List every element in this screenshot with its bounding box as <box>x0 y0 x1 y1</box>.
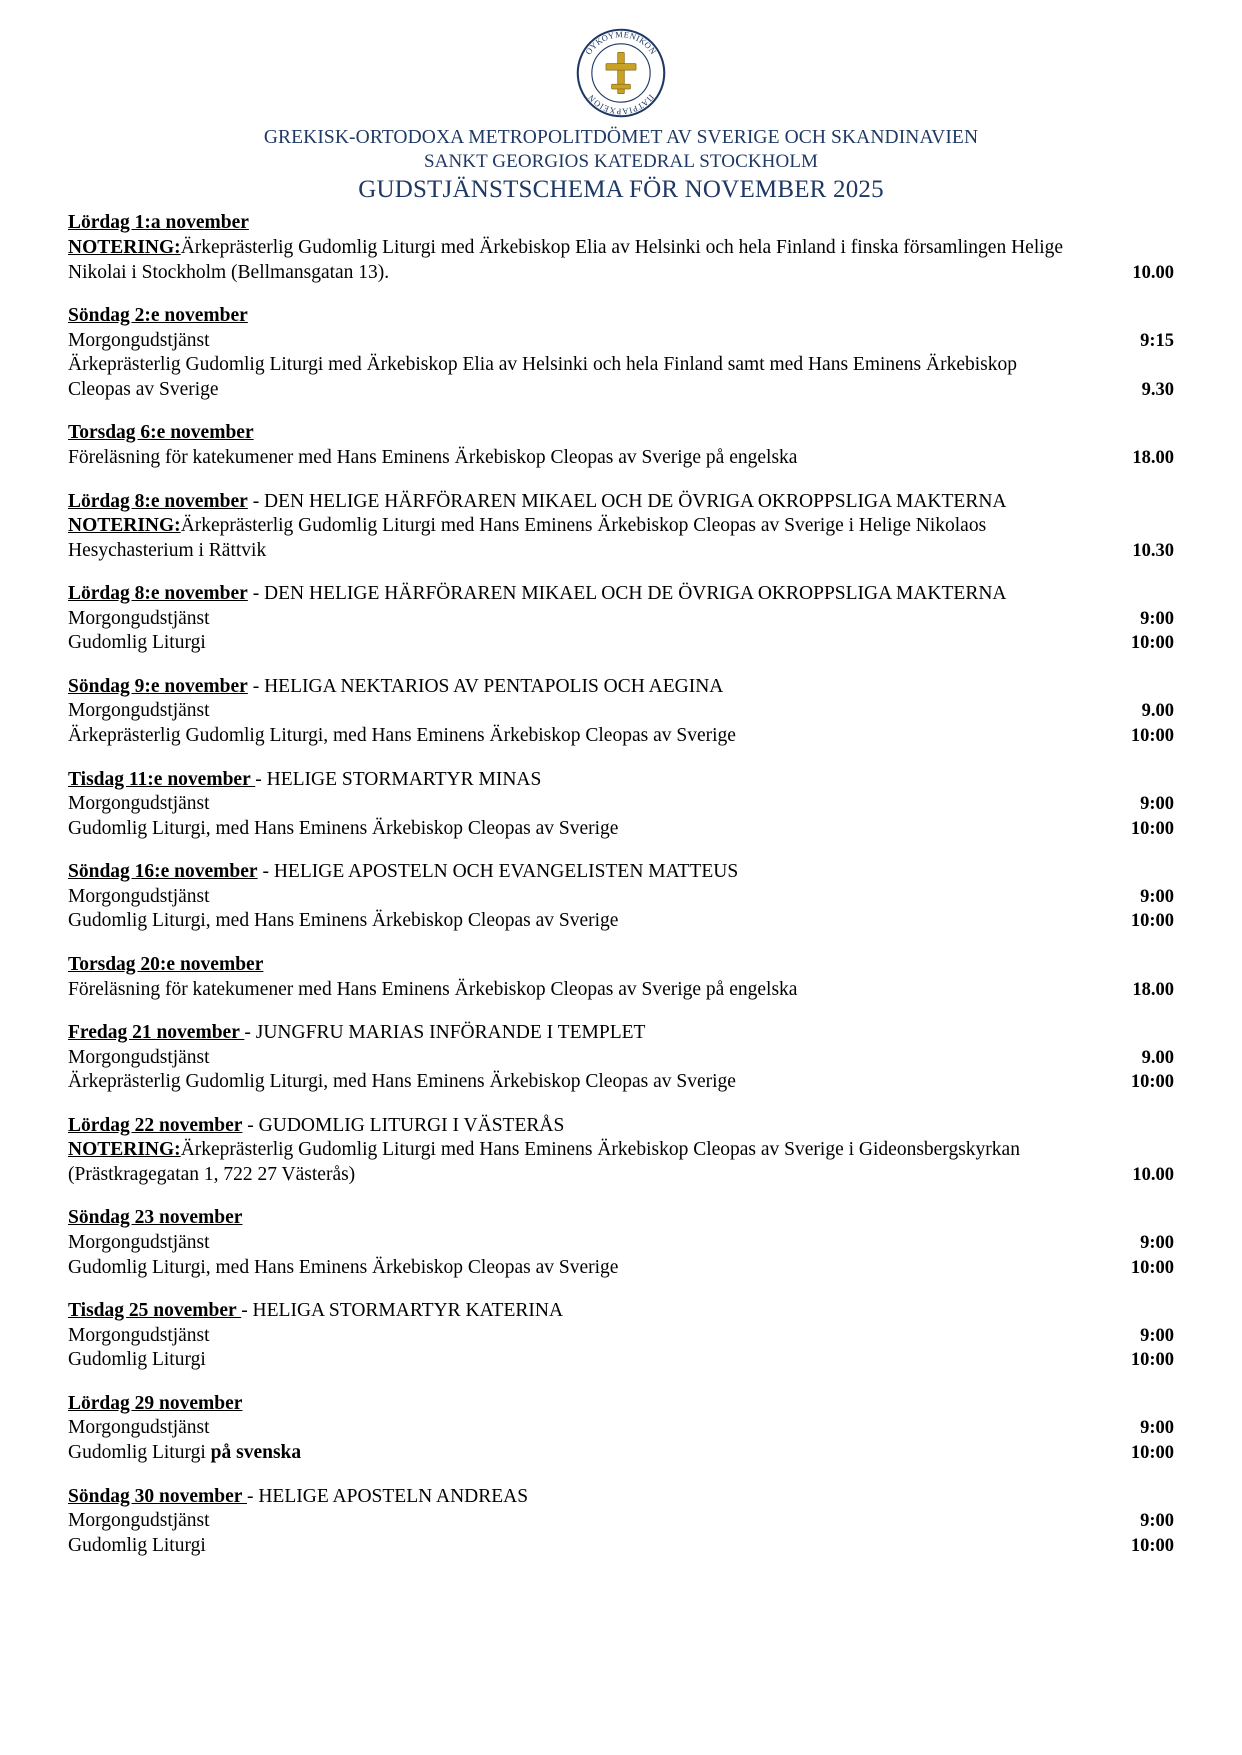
schedule-time: 9:00 <box>1140 1511 1174 1532</box>
schedule-date: Lördag 29 november <box>68 1392 243 1414</box>
schedule-time-spacer <box>1082 768 1174 769</box>
schedule-time: 10.00 <box>1132 262 1174 283</box>
schedule-time: 10:00 <box>1130 1442 1174 1463</box>
schedule-entry <box>68 1534 1174 1559</box>
schedule-entry <box>68 1509 1174 1534</box>
schedule-time: 10:00 <box>1130 818 1174 839</box>
schedule-block <box>68 953 1174 1002</box>
schedule-entry-text <box>68 1441 1082 1466</box>
schedule-entry-description: Morgongudstjänst <box>68 1417 210 1439</box>
schedule-time: 10:00 <box>1130 1535 1174 1556</box>
schedule-time: 9:00 <box>1140 1233 1174 1254</box>
schedule-time: 10:00 <box>1130 1257 1174 1278</box>
schedule-entry <box>68 1256 1174 1281</box>
schedule-date-row <box>68 1485 1174 1510</box>
schedule-entry-text <box>68 1231 1082 1256</box>
schedule-entry-description: Gudomlig Liturgi, med Hans Eminens Ärkebiskop Cleopas av Sverige <box>68 910 619 932</box>
schedule-date-row <box>68 675 1174 700</box>
schedule-entry-description: Morgongudstjänst <box>68 1510 210 1532</box>
schedule-entry <box>68 792 1174 817</box>
schedule-entry-description: Ärkeprästerlig Gudomlig Liturgi, med Hans Eminens Ärkebiskop Cleopas av Sverige <box>68 1071 736 1093</box>
schedule-time-spacer <box>1082 1485 1174 1486</box>
schedule-entry <box>68 353 1174 402</box>
schedule-time: 9:00 <box>1140 1418 1174 1439</box>
schedule-date-text <box>68 768 1082 793</box>
schedule-date: Söndag 16:e november <box>68 861 258 883</box>
cathedral-title: SANKT GEORGIOS KATEDRAL STOCKHOLM <box>423 150 819 172</box>
schedule-entry-text <box>68 817 1082 842</box>
schedule-date-row <box>68 1206 1174 1231</box>
schedule-entry-text <box>68 329 1082 354</box>
schedule-entry-description: Morgongudstjänst <box>68 607 210 629</box>
schedule-date-text <box>68 211 1082 236</box>
svg-text:ΠΑΤΡΙΑΡΧΕΙΟΝ: ΠΑΤΡΙΑΡΧΕΙΟΝ <box>585 92 657 117</box>
noting-label: NOTERING: <box>68 1139 181 1161</box>
schedule-entry-text <box>68 236 1082 285</box>
noting-label: NOTERING: <box>68 515 181 537</box>
schedule-entry-description: Föreläsning för katekumener med Hans Eminens Ärkebiskop Cleopas av Sverige på engelska <box>68 978 798 1000</box>
schedule-entry-description: Ärkeprästerlig Gudomlig Liturgi med Ärkebiskop Elia av Helsinki och hela Finland i finska församlingen Helige Nikolai i Stockholm (Bellmansgatan 13). <box>68 237 1064 283</box>
schedule-entry-text <box>68 978 1082 1003</box>
schedule-date-row <box>68 953 1174 978</box>
schedule-entry-description: Gudomlig Liturgi <box>68 1534 206 1556</box>
schedule-feast: - GUDOMLIG LITURGI I VÄSTERÅS <box>242 1114 565 1136</box>
schedule-block <box>68 490 1174 564</box>
schedule-entry <box>68 1138 1174 1187</box>
schedule-block <box>68 211 1174 285</box>
schedule-date-row <box>68 1392 1174 1417</box>
schedule-entry <box>68 1046 1174 1071</box>
schedule-entry-description: Ärkeprästerlig Gudomlig Liturgi, med Hans Eminens Ärkebiskop Cleopas av Sverige <box>68 725 736 747</box>
schedule-time-spacer <box>1082 675 1174 676</box>
schedule-time: 9.30 <box>1141 380 1174 401</box>
schedule-time: 9:00 <box>1140 608 1174 629</box>
schedule-entry-text <box>68 1416 1082 1441</box>
schedule-entry-description: Morgongudstjänst <box>68 329 210 351</box>
schedule-date: Tisdag 25 november <box>68 1300 242 1322</box>
schedule-entry-description: Gudomlig Liturgi <box>68 632 206 654</box>
schedule-date-row <box>68 211 1174 236</box>
schedule-time-spacer <box>1082 953 1174 954</box>
schedule-entry <box>68 1070 1174 1095</box>
schedule-date: Torsdag 20:e november <box>68 953 264 975</box>
schedule-entry <box>68 329 1174 354</box>
schedule-time: 10:00 <box>1130 1350 1174 1371</box>
schedule-entry <box>68 1231 1174 1256</box>
schedule-time-spacer <box>1082 1021 1174 1022</box>
schedule-entry-text <box>68 885 1082 910</box>
schedule-time: 10:00 <box>1130 1072 1174 1093</box>
schedule-time-spacer <box>1082 1392 1174 1393</box>
schedule-entry-description: Ärkeprästerlig Gudomlig Liturgi med Ärkebiskop Elia av Helsinki och hela Finland samt med Hans Eminens Ärkebiskop Cleopas av Sverige <box>68 354 1018 400</box>
schedule-entry <box>68 631 1174 656</box>
schedule-entry-description: Gudomlig Liturgi <box>68 1349 206 1371</box>
schedule-entry <box>68 514 1174 563</box>
schedule-date: Lördag 1:a november <box>68 212 249 234</box>
schedule-time: 9.00 <box>1141 701 1174 722</box>
schedule-feast: - DEN HELIGE HÄRFÖRAREN MIKAEL OCH DE ÖVRIGA OKROPPSLIGA MAKTERNA <box>247 583 1007 605</box>
schedule-block <box>68 1021 1174 1095</box>
schedule-feast: - HELIGE STORMARTYR MINAS <box>255 768 542 790</box>
schedule-entry <box>68 909 1174 934</box>
schedule-block <box>68 1206 1174 1280</box>
schedule-block <box>68 421 1174 470</box>
schedule-entry-text <box>68 446 1082 471</box>
schedule-date-text <box>68 675 1082 700</box>
orthodox-seal-icon <box>574 26 668 120</box>
schedule-entry-text <box>68 1046 1082 1071</box>
schedule-date-row <box>68 1021 1174 1046</box>
logo-container <box>68 26 1174 120</box>
schedule-date-text <box>68 953 1082 978</box>
schedule-entry <box>68 817 1174 842</box>
schedule-time: 18.00 <box>1132 979 1174 1000</box>
page-title: GUDSTJÄNSTSCHEMA FÖR NOVEMBER 2025 <box>358 175 884 203</box>
schedule-entry-text <box>68 699 1082 724</box>
schedule-time: 9:00 <box>1140 1325 1174 1346</box>
schedule-time: 10.30 <box>1132 540 1174 561</box>
schedule-date: Tisdag 11:e november <box>68 768 256 790</box>
schedule-time-spacer <box>1082 211 1174 212</box>
schedule-entry-description: Föreläsning för katekumener med Hans Eminens Ärkebiskop Cleopas av Sverige på engelska <box>68 446 798 468</box>
schedule-time: 18.00 <box>1132 447 1174 468</box>
schedule-entry-description: Morgongudstjänst <box>68 1324 210 1346</box>
schedule-time: 9:00 <box>1140 886 1174 907</box>
schedule-block <box>68 860 1174 934</box>
schedule-feast: - DEN HELIGE HÄRFÖRAREN MIKAEL OCH DE ÖVRIGA OKROPPSLIGA MAKTERNA <box>247 490 1007 512</box>
schedule-date: Söndag 2:e november <box>68 305 248 327</box>
schedule-time: 9.00 <box>1141 1047 1174 1068</box>
schedule-entry <box>68 1441 1174 1466</box>
schedule-entry-description: Gudomlig Liturgi, med Hans Eminens Ärkebiskop Cleopas av Sverige <box>68 1256 619 1278</box>
schedule-entry-text <box>68 1509 1082 1534</box>
schedule-time: 10.00 <box>1132 1165 1174 1186</box>
schedule-date-row <box>68 421 1174 446</box>
schedule-entry-text <box>68 353 1082 402</box>
svg-text:ΟΥΚΟΥΜΕΝΙΚΟΝ: ΟΥΚΟΥΜΕΝΙΚΟΝ <box>583 29 659 57</box>
schedule-feast: - HELIGE APOSTELN ANDREAS <box>246 1485 529 1507</box>
schedule-time-spacer <box>1082 304 1174 305</box>
schedule-time: 10:00 <box>1130 633 1174 654</box>
schedule-date-text <box>68 582 1082 607</box>
schedule-time-spacer <box>1082 1114 1174 1115</box>
organization-title: GREKISK-ORTODOXA METROPOLITDÖMET AV SVERIGE OCH SKANDINAVIEN <box>263 127 979 148</box>
schedule-entry-description: Ärkeprästerlig Gudomlig Liturgi med Hans Eminens Ärkebiskop Cleopas av Sverige i Gideonsbergskyrkan (Prästkragegatan 1, 722 27 Västerås) <box>68 1139 1020 1185</box>
schedule-time: 9:00 <box>1140 794 1174 815</box>
schedule-time: 10:00 <box>1130 911 1174 932</box>
schedule-date-text <box>68 1206 1082 1231</box>
schedule-date-row <box>68 1114 1174 1139</box>
schedule-date-text <box>68 1392 1082 1417</box>
schedule-date-row <box>68 304 1174 329</box>
schedule-entry-text <box>68 1324 1082 1349</box>
schedule-entry <box>68 724 1174 749</box>
schedule-date-row <box>68 1299 1174 1324</box>
schedule-time: 9:15 <box>1140 330 1174 351</box>
schedule-entry <box>68 699 1174 724</box>
schedule-entry-description: Ärkeprästerlig Gudomlig Liturgi med Hans Eminens Ärkebiskop Cleopas av Sverige i Helige Nikolaos Hesychasterium i Rättvik <box>68 515 987 561</box>
schedule-time-spacer <box>1082 860 1174 861</box>
schedule-date-row <box>68 860 1174 885</box>
noting-label: NOTERING: <box>68 237 181 259</box>
schedule-date-text <box>68 860 1082 885</box>
schedule-entry-description: Morgongudstjänst <box>68 793 210 815</box>
schedule-entry <box>68 978 1174 1003</box>
schedule-entry-description: Morgongudstjänst <box>68 885 210 907</box>
schedule-entry-text <box>68 1256 1082 1281</box>
schedule-date: Lördag 22 november <box>68 1114 243 1136</box>
schedule-entry-description: Morgongudstjänst <box>68 1232 210 1254</box>
schedule-entry-description: Gudomlig Liturgi, med Hans Eminens Ärkebiskop Cleopas av Sverige <box>68 817 619 839</box>
schedule-block <box>68 1299 1174 1373</box>
schedule-time-spacer <box>1082 582 1174 583</box>
schedule-entry-text <box>68 909 1082 934</box>
schedule-entry <box>68 236 1174 285</box>
schedule-entry <box>68 1348 1174 1373</box>
schedule-date: Lördag 8:e november <box>68 490 248 512</box>
schedule-entry-emphasis: på svenska <box>210 1441 302 1463</box>
schedule-block <box>68 1114 1174 1188</box>
schedule-entry-description: Morgongudstjänst <box>68 700 210 722</box>
schedule-date-row <box>68 768 1174 793</box>
schedule-block <box>68 1485 1174 1559</box>
schedule-date: Söndag 23 november <box>68 1207 243 1229</box>
schedule-block <box>68 304 1174 402</box>
schedule-date-text <box>68 1485 1082 1510</box>
schedule-date-text <box>68 304 1082 329</box>
schedule-entry-text <box>68 631 1082 656</box>
schedule-entry-text <box>68 724 1082 749</box>
service-schedule <box>68 211 1174 1558</box>
schedule-feast: - HELIGA STORMARTYR KATERINA <box>241 1300 564 1322</box>
schedule-time-spacer <box>1082 490 1174 491</box>
schedule-date: Fredag 21 november <box>68 1022 245 1044</box>
schedule-date-row <box>68 490 1174 515</box>
schedule-date-text <box>68 421 1082 446</box>
schedule-entry <box>68 885 1174 910</box>
schedule-feast: - JUNGFRU MARIAS INFÖRANDE I TEMPLET <box>244 1022 646 1044</box>
schedule-block <box>68 1392 1174 1466</box>
schedule-date: Torsdag 6:e november <box>68 422 254 444</box>
schedule-time: 10:00 <box>1130 726 1174 747</box>
schedule-entry-text <box>68 1070 1082 1095</box>
schedule-entry-description: Gudomlig Liturgi <box>68 1441 211 1463</box>
schedule-entry-text <box>68 1348 1082 1373</box>
schedule-time-spacer <box>1082 421 1174 422</box>
schedule-feast: - HELIGA NEKTARIOS AV PENTAPOLIS OCH AEGINA <box>247 675 724 697</box>
schedule-date-row <box>68 582 1174 607</box>
schedule-entry <box>68 446 1174 471</box>
schedule-entry-text <box>68 1138 1082 1187</box>
schedule-date-text <box>68 1299 1082 1324</box>
schedule-block <box>68 582 1174 656</box>
schedule-date-text <box>68 490 1082 515</box>
schedule-entry <box>68 607 1174 632</box>
schedule-date: Söndag 9:e november <box>68 675 248 697</box>
schedule-date-text <box>68 1021 1082 1046</box>
schedule-entry-text <box>68 1534 1082 1559</box>
schedule-feast: - HELIGE APOSTELN OCH EVANGELISTEN MATTEUS <box>257 861 739 883</box>
schedule-entry-description: Morgongudstjänst <box>68 1046 210 1068</box>
schedule-entry-text <box>68 514 1082 563</box>
schedule-entry-text <box>68 792 1082 817</box>
schedule-date: Söndag 30 november <box>68 1485 247 1507</box>
schedule-date-text <box>68 1114 1082 1139</box>
schedule-block <box>68 768 1174 842</box>
schedule-entry <box>68 1324 1174 1349</box>
schedule-time-spacer <box>1082 1299 1174 1300</box>
schedule-block <box>68 675 1174 749</box>
schedule-entry <box>68 1416 1174 1441</box>
document-header <box>68 126 1174 205</box>
schedule-time-spacer <box>1082 1206 1174 1207</box>
schedule-entry-text <box>68 607 1082 632</box>
schedule-date: Lördag 8:e november <box>68 583 248 605</box>
